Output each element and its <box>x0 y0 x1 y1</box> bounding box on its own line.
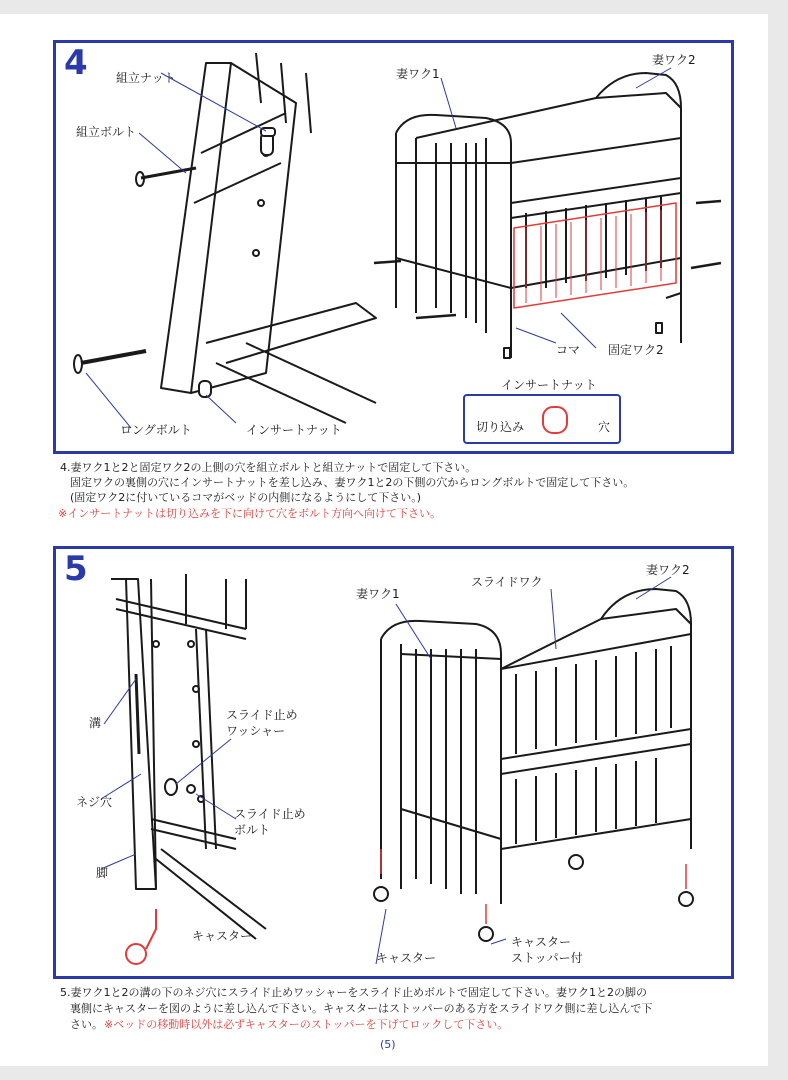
step-4-number: 4 <box>64 43 88 83</box>
label-screw-hole: ネジ穴 <box>76 795 113 809</box>
page-edge-top <box>0 0 788 14</box>
step-4-panel <box>53 40 734 454</box>
label-leg: 脚 <box>96 866 109 880</box>
label-groove: 溝 <box>89 716 102 730</box>
step-4-instruction-3: (固定ワク2に付いているコマがベッドの内側になるようにして下さい。) <box>70 491 422 504</box>
step-5-instruction-1: 5.妻ワク1と2の溝の下のネジ穴にスライド止めワッシャーをスライド止めボルトで固定して下さい。妻ワク1と2の脚の <box>60 986 648 999</box>
label-end-frame-1: 妻ワク1 <box>356 587 400 601</box>
step-5-instruction-2: 裏側にキャスターを図のように差し込んで下さい。キャスターはストッパーのある方をスライドワク側に差し込んで下 <box>70 1002 653 1015</box>
label-hole: 穴 <box>598 420 611 434</box>
step-5-note: ※ベッドの移動時以外は必ずキャスターのストッパーを下げてロックして下さい。 <box>104 1018 509 1031</box>
step-5-number: 5 <box>64 549 88 589</box>
label-insert-nut-title: インサートナット <box>501 378 597 392</box>
label-notch: 切り込み <box>476 420 525 434</box>
label-insert-nut-left: インサートナット <box>246 423 342 437</box>
label-caster-stopper-2: ストッパー付 <box>511 951 583 965</box>
label-assembly-bolt: 組立ボルト <box>76 125 137 139</box>
label-slide-bolt-2: ボルト <box>234 823 271 837</box>
page-number: (5) <box>380 1038 396 1051</box>
step-5-instruction-3: さい。 <box>70 1018 103 1031</box>
label-end-frame-1: 妻ワク1 <box>396 67 440 81</box>
label-slide-washer-2: ワッシャー <box>226 724 286 738</box>
label-assembly-nut: 組立ナット <box>116 71 176 85</box>
label-caster-left: キャスター <box>192 929 253 943</box>
step-4-note: ※インサートナットは切り込みを下に向けて穴をボルト方向へ向けて下さい。 <box>58 507 441 520</box>
label-koma: コマ <box>556 343 581 357</box>
label-long-bolt: ロングボルト <box>120 423 192 437</box>
page-edge-right <box>768 0 788 1080</box>
label-caster: キャスター <box>376 951 437 965</box>
step-4-instruction-2: 固定ワクの裏側の穴にインサートナットを差し込み、妻ワク1と2の下側の穴からロングボルトで固定して下さい。 <box>70 476 635 489</box>
label-end-frame-2: 妻ワク2 <box>652 53 696 67</box>
label-fixed-frame-2: 固定ワク2 <box>608 343 664 357</box>
label-slide-bolt-1: スライド止め <box>234 807 306 821</box>
label-slide-washer-1: スライド止め <box>226 708 298 722</box>
step-5-illustration <box>56 549 731 976</box>
step-4-illustration <box>56 43 731 451</box>
page-edge-bottom <box>0 1066 788 1080</box>
step-5-panel <box>53 546 734 979</box>
label-end-frame-2: 妻ワク2 <box>646 563 690 577</box>
label-caster-stopper-1: キャスター <box>511 935 572 949</box>
step-4-instruction-1: 4.妻ワク1と2と固定ワク2の上側の穴を組立ボルトと組立ナットで固定して下さい。 <box>60 461 477 474</box>
label-slide-frame: スライドワク <box>471 575 543 589</box>
